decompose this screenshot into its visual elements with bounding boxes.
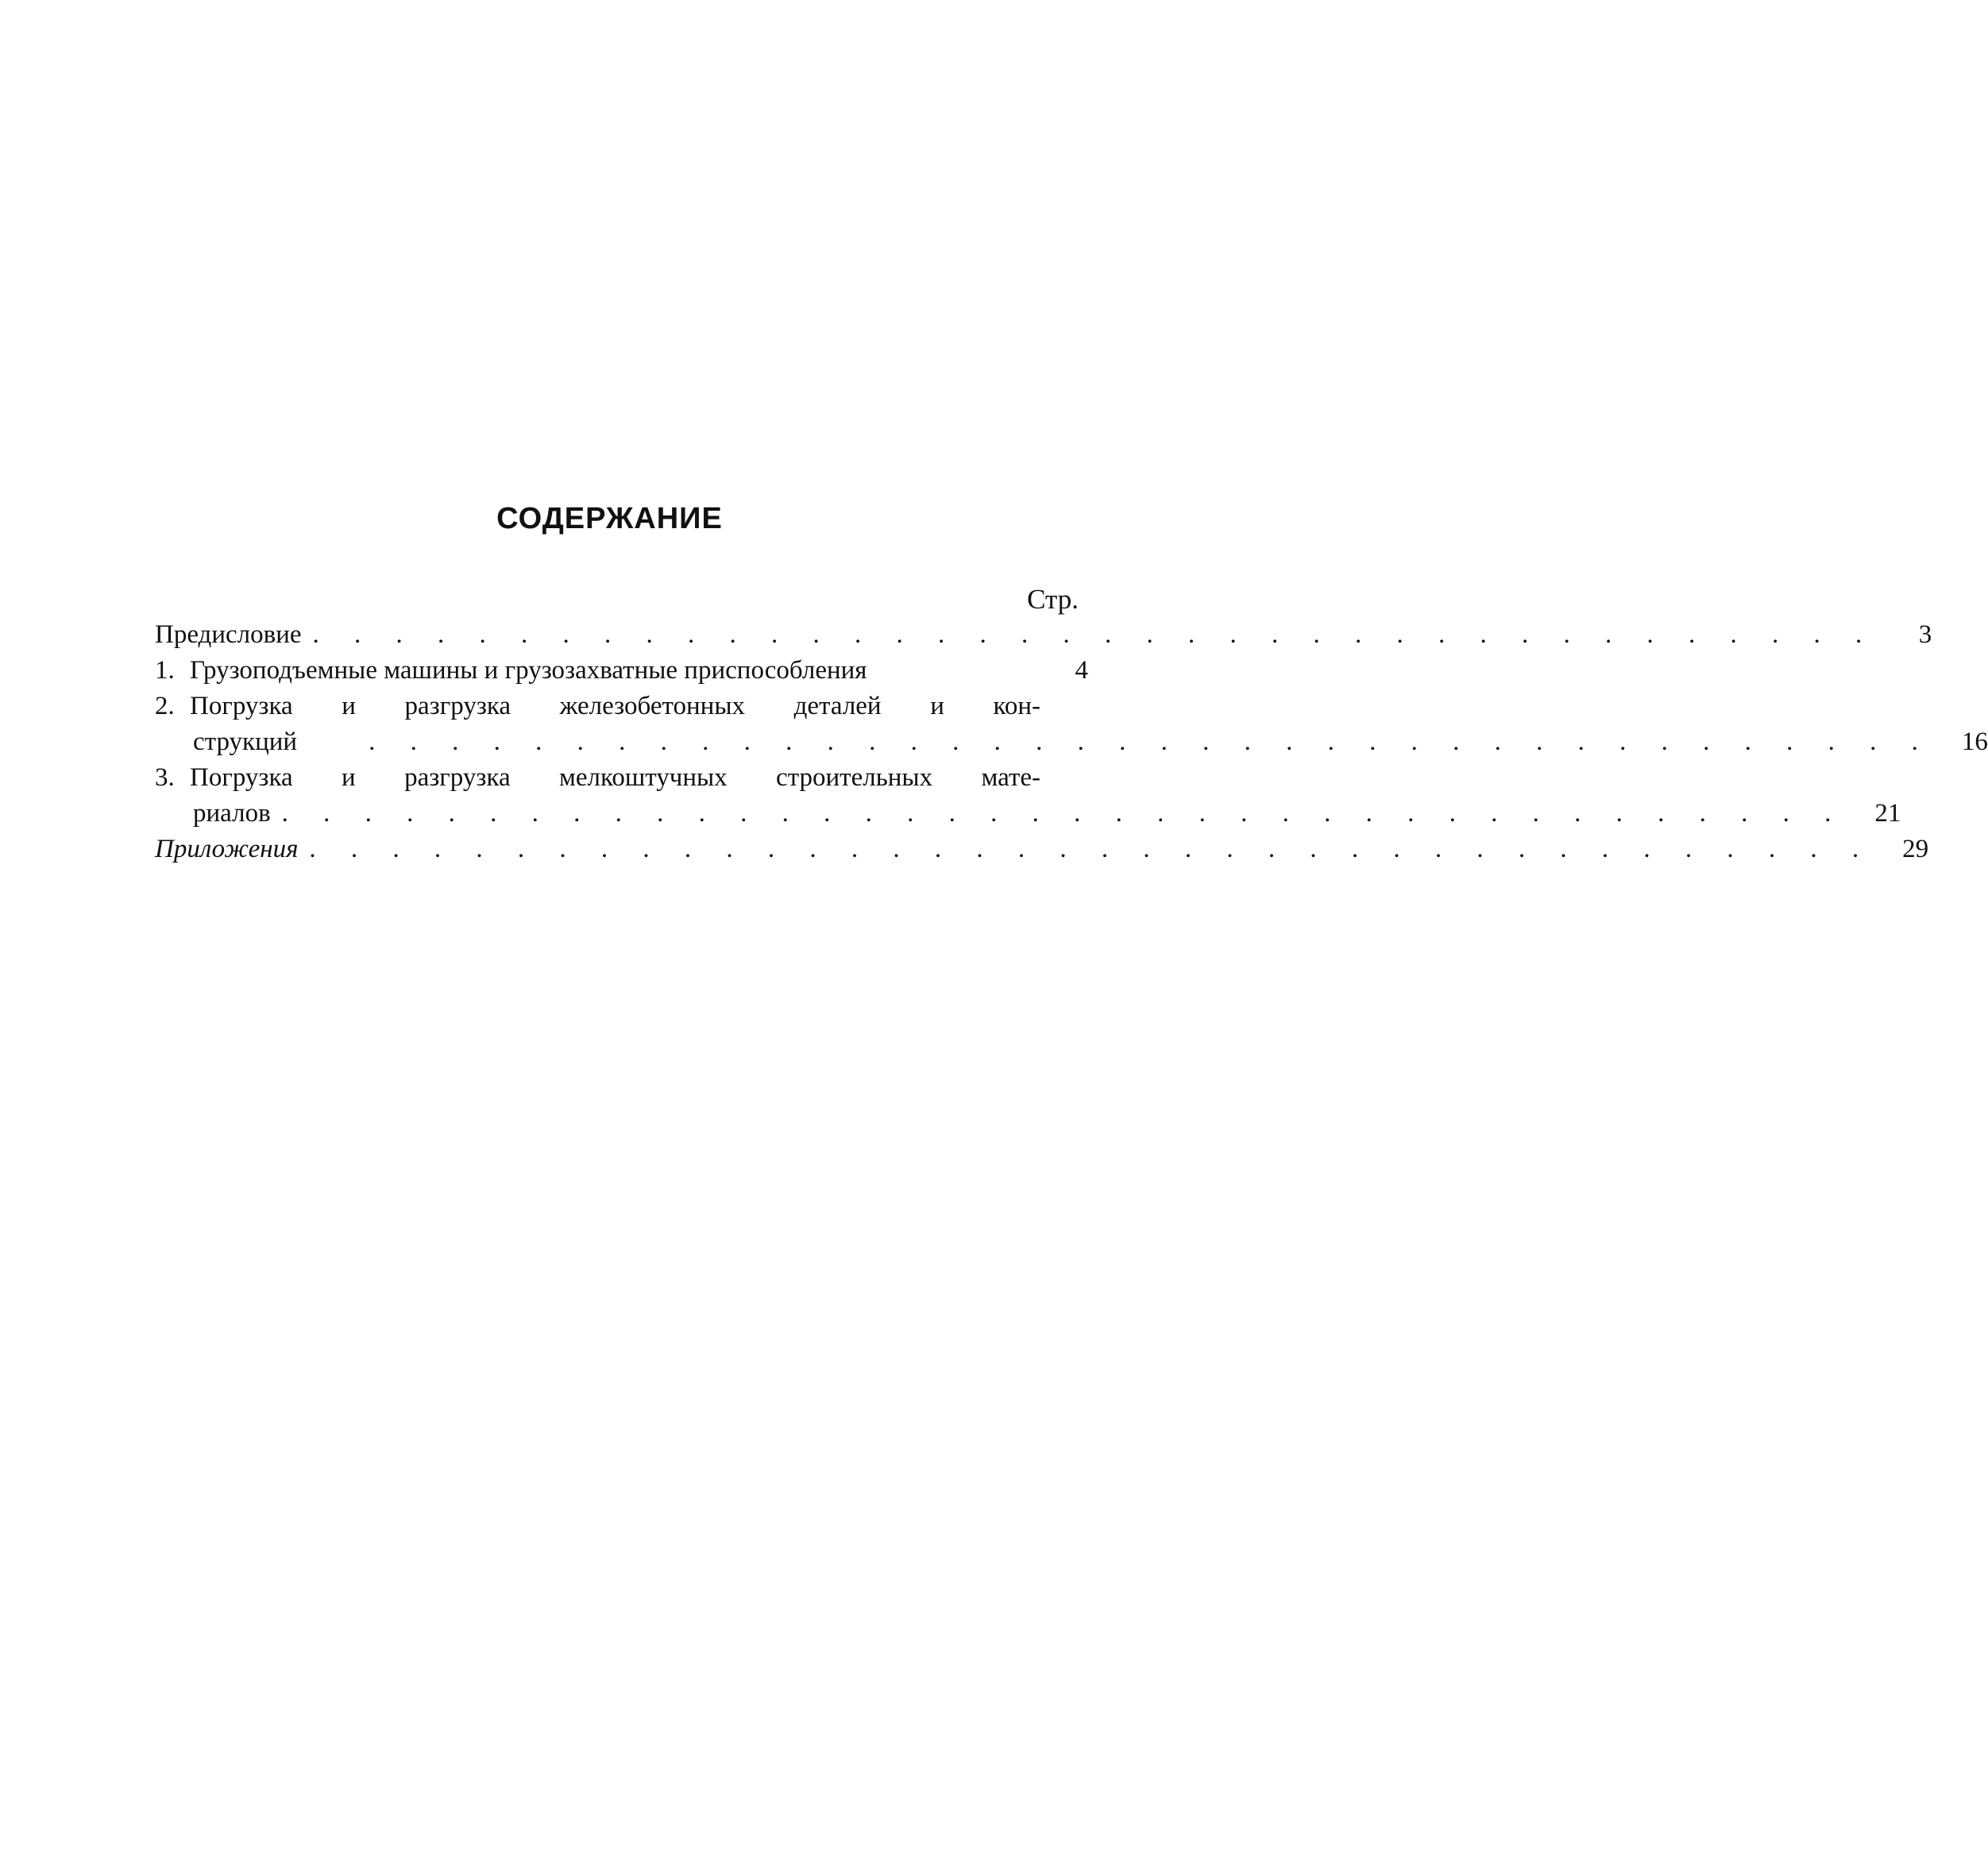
toc-entry-title xyxy=(155,653,867,689)
toc-entry-number: 1. xyxy=(155,656,175,685)
toc-entry-title-line2: струкций xyxy=(193,728,298,756)
toc-entry-section-3-line2[interactable] xyxy=(155,796,1901,832)
toc-entry-title-line1: Погрузка и разгрузка железобетонных деталей и кон- xyxy=(190,692,1040,720)
toc-entry-number: 2. xyxy=(155,692,175,720)
toc-entry-title-line2: риалов xyxy=(193,799,271,828)
toc-entry-page: 21 xyxy=(1874,799,1901,828)
page-column-header: Стр. xyxy=(1027,584,1079,615)
toc-entry-page: 3 xyxy=(1918,620,1932,649)
toc-entry-title: Предисловие xyxy=(155,620,302,649)
dot-leader: . . . . . . . . . . . . . . . . . . . . . . . . . . . . . . . . . . . . . . xyxy=(281,799,1846,828)
toc-entry-preface[interactable] xyxy=(155,617,1932,653)
toc-entry-section-3-line1[interactable] xyxy=(155,760,1088,796)
toc-entry-page: 4 xyxy=(1075,656,1088,685)
page-title: СОДЕРЖАНИЕ xyxy=(496,502,723,535)
toc-entry-page: 29 xyxy=(1902,835,1929,863)
toc-entry-page: 16 xyxy=(1961,728,1988,756)
toc-entry-section-2-line1[interactable] xyxy=(155,689,1088,724)
table-of-contents xyxy=(155,581,1988,867)
toc-entry-appendices[interactable] xyxy=(155,832,1929,867)
dot-leader: . . . . . . . . . . . . . . . . . . . . . . . . . . . . . . . . . . . . . . xyxy=(369,728,1932,756)
toc-entry-title-text: Грузоподъемные машины и грузозахватные приспособления xyxy=(190,656,867,685)
dot-leader: . . . . . . . . . . . . . . . . . . . . . . . . . . . . . . . . . . . . . . xyxy=(309,835,1874,863)
dot-leader: . . . . . . . . . . . . . . . . . . . . . . . . . . . . . . . . . . . . . . xyxy=(312,620,1877,649)
toc-entry-section-1[interactable] xyxy=(155,653,1088,689)
toc-entry-section-2-line2[interactable] xyxy=(155,724,1988,760)
toc-entry-number: 3. xyxy=(155,763,175,792)
toc-entry-title: Приложения xyxy=(155,835,299,863)
toc-entry-title-line1: Погрузка и разгрузка мелкоштучных строительных мате- xyxy=(190,763,1040,792)
